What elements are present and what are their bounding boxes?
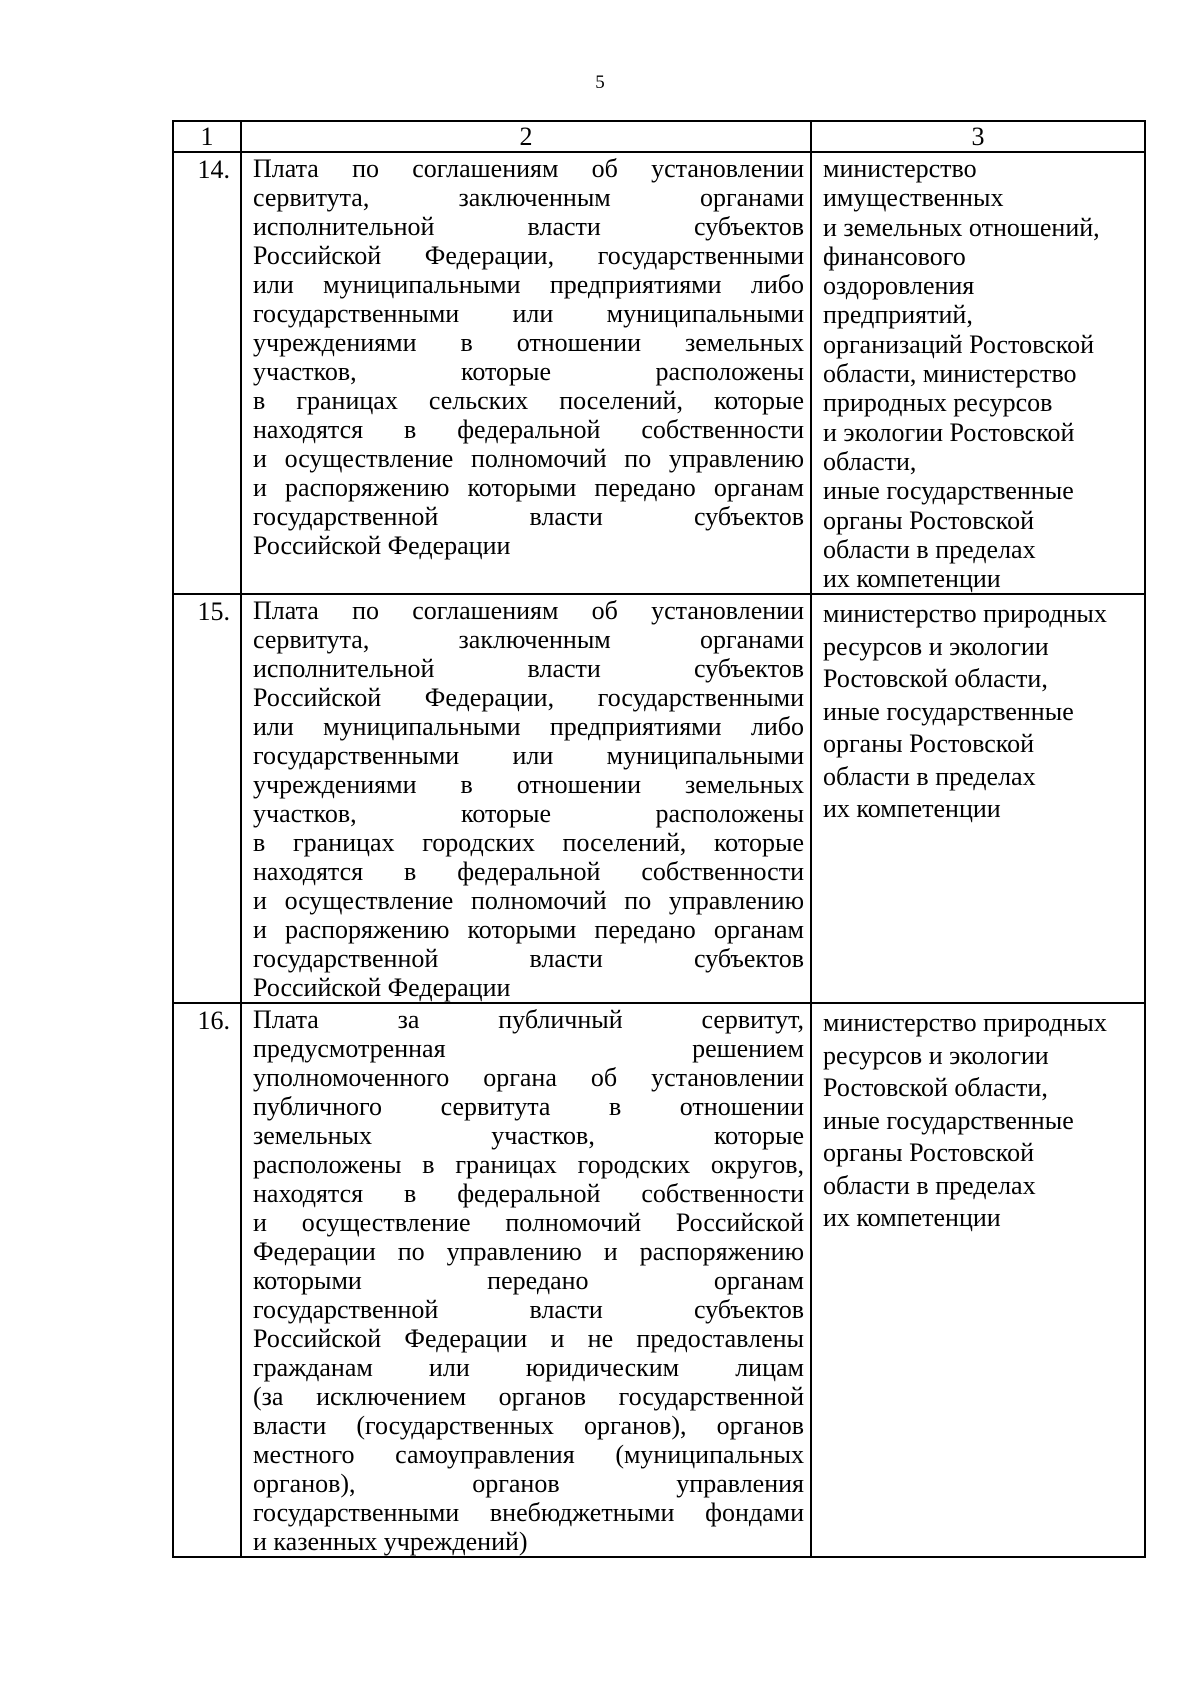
authority-line: Ростовской области, — [823, 664, 1048, 694]
table-row — [173, 594, 1145, 1003]
description-line: и казенных учреждений) — [253, 1527, 528, 1557]
row-number: 14. — [173, 152, 241, 594]
authority-line: их компетенции — [823, 1203, 1001, 1233]
authority-line: финансового — [823, 241, 966, 271]
authority-line: организаций Ростовской — [823, 329, 1094, 359]
description-line: предусмотренная решением — [253, 1034, 804, 1064]
description-line: в границах городских поселений, которые — [253, 828, 804, 858]
description-line: и распоряжению которыми передано органам — [253, 915, 804, 945]
authority-line: и экологии Ростовской — [823, 417, 1075, 447]
description-line: учреждениями в отношении земельных — [253, 328, 804, 357]
description-line: (за исключением органов государственной — [253, 1382, 804, 1412]
description-line: или муниципальными предприятиями либо — [253, 270, 804, 299]
description-line: участков, которые расположены — [253, 799, 804, 829]
authority-line: иные государственные — [823, 696, 1074, 726]
description-line: находятся в федеральной собственности — [253, 415, 804, 444]
authority-line: природных ресурсов — [823, 388, 1053, 418]
row-description — [241, 1003, 811, 1557]
row-authority — [811, 594, 1145, 1003]
authority-line: министерство природных — [823, 599, 1107, 629]
authority-line: министерство природных — [823, 1008, 1107, 1038]
description-line: Российской Федерации — [253, 531, 511, 560]
revenue-table — [172, 120, 1146, 1558]
row-number: 16. — [173, 1003, 241, 1557]
description-line: которыми передано органам — [253, 1266, 804, 1296]
authority-line: их компетенции — [823, 564, 1001, 594]
row-number: 15. — [173, 594, 241, 1003]
authority-line: области, — [823, 446, 917, 476]
description-line: сервитута, заключенным органами — [253, 183, 804, 212]
description-line: учреждениями в отношении земельных — [253, 770, 804, 800]
table-row — [173, 152, 1145, 594]
description-line: местного самоуправления (муниципальных — [253, 1440, 804, 1470]
description-line: Плата за публичный сервитут, — [253, 1005, 804, 1035]
row-description — [241, 594, 811, 1003]
description-line: исполнительной власти субъектов — [253, 212, 804, 241]
description-line: и осуществление полномочий по управлению — [253, 886, 804, 916]
column-header-authority: 3 — [811, 121, 1145, 152]
authority-line: области в пределах — [823, 761, 1036, 791]
column-header-number: 1 — [173, 121, 241, 152]
row-authority — [811, 1003, 1145, 1557]
description-line: государственными внебюджетными фондами — [253, 1498, 804, 1528]
description-line: Российской Федерации, государственными — [253, 683, 804, 713]
authority-line: иные государственные — [823, 476, 1074, 506]
description-line: государственной власти субъектов — [253, 944, 804, 974]
description-line: Российской Федерации, государственными — [253, 241, 804, 270]
authority-line: и земельных отношений, — [823, 212, 1100, 242]
description-line: находятся в федеральной собственности — [253, 1179, 804, 1209]
description-line: в границах сельских поселений, которые — [253, 386, 804, 415]
authority-line: имущественных — [823, 183, 1004, 213]
description-line: уполномоченного органа об установлении — [253, 1063, 804, 1093]
authority-line: оздоровления — [823, 271, 975, 301]
authority-line: области, министерство — [823, 359, 1077, 389]
description-line: Российской Федерации и не предоставлены — [253, 1324, 804, 1354]
description-line: исполнительной власти субъектов — [253, 654, 804, 684]
description-line: органов), органов управления — [253, 1469, 804, 1499]
authority-line: ресурсов и экологии — [823, 1040, 1049, 1070]
authority-line: предприятий, — [823, 300, 973, 330]
description-line: государственными или муниципальными — [253, 741, 804, 771]
column-header-description: 2 — [241, 121, 811, 152]
authority-line: иные государственные — [823, 1105, 1074, 1135]
authority-line: ресурсов и экологии — [823, 631, 1049, 661]
description-line: государственной власти субъектов — [253, 502, 804, 531]
description-line: сервитута, заключенным органами — [253, 625, 804, 655]
authority-line: области в пределах — [823, 534, 1036, 564]
row-description — [241, 152, 811, 594]
table-row — [173, 1003, 1145, 1557]
description-line: власти (государственных органов), органов — [253, 1411, 804, 1441]
description-line: Плата по соглашениям об установлении — [253, 154, 804, 183]
authority-line: министерство — [823, 154, 977, 183]
description-line: и распоряжению которыми передано органам — [253, 473, 804, 502]
description-line: расположены в границах городских округов, — [253, 1150, 804, 1180]
authority-line: области в пределах — [823, 1170, 1036, 1200]
description-line: государственной власти субъектов — [253, 1295, 804, 1325]
table-header-row — [173, 121, 1145, 152]
authority-line: Ростовской области, — [823, 1073, 1048, 1103]
authority-line: органы Ростовской — [823, 505, 1034, 535]
description-line: гражданам или юридическим лицам — [253, 1353, 804, 1383]
description-line: государственными или муниципальными — [253, 299, 804, 328]
description-line: или муниципальными предприятиями либо — [253, 712, 804, 742]
description-line: Плата по соглашениям об установлении — [253, 596, 804, 626]
description-line: и осуществление полномочий по управлению — [253, 444, 804, 473]
description-line: публичного сервитута в отношении — [253, 1092, 804, 1122]
description-line: участков, которые расположены — [253, 357, 804, 386]
description-line: находятся в федеральной собственности — [253, 857, 804, 887]
authority-line: органы Ростовской — [823, 729, 1034, 759]
authority-line: их компетенции — [823, 794, 1001, 824]
description-line: Российской Федерации — [253, 973, 511, 1003]
description-line: Федерации по управлению и распоряжению — [253, 1237, 804, 1267]
authority-line: органы Ростовской — [823, 1138, 1034, 1168]
page-number: 5 — [595, 72, 605, 93]
description-line: и осуществление полномочий Российской — [253, 1208, 804, 1238]
description-line: земельных участков, которые — [253, 1121, 804, 1151]
row-authority — [811, 152, 1145, 594]
